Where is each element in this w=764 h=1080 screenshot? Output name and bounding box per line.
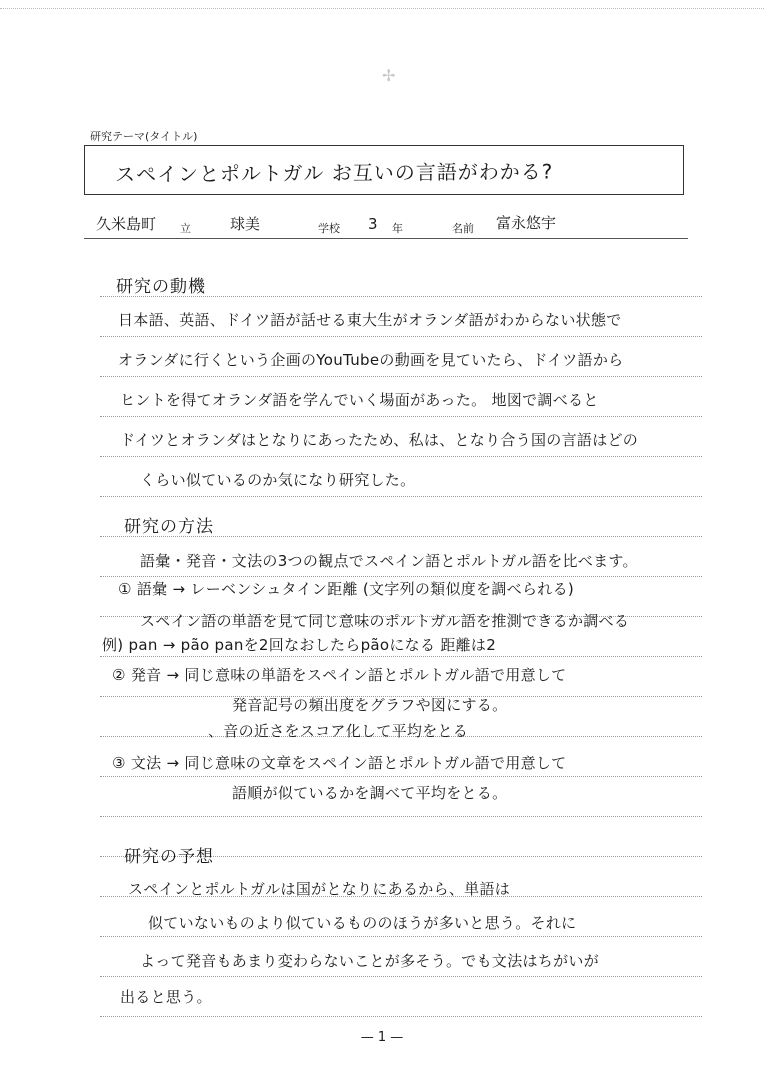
method-item-grammar: ③ 文法 → 同じ意味の文章をスペイン語とポルトガル語で用意して xyxy=(112,754,567,772)
prediction-line: 出ると思う。 xyxy=(120,988,212,1006)
method-item-grammar-detail: 語順が似ているかを調べて平均をとる。 xyxy=(232,784,508,802)
top-border-line xyxy=(0,8,764,9)
town-name: 久米島町 xyxy=(96,215,157,233)
motivation-line: ヒントを得てオランダ語を学んでいく場面があった。 地図で調べると xyxy=(120,391,599,409)
ruled-line xyxy=(100,1016,702,1017)
ruled-line xyxy=(100,376,702,377)
motivation-line: ドイツとオランダはとなりにあったため、私は、となり合う国の言語はどの xyxy=(120,431,639,449)
method-intro: 語彙・発音・文法の3つの観点でスペイン語とポルトガル語を比べます。 xyxy=(140,552,638,570)
ruled-line xyxy=(100,656,702,657)
prediction-heading: 研究の予想 xyxy=(124,847,214,867)
motivation-heading: 研究の動機 xyxy=(116,277,206,297)
method-item-pronunciation: ② 発音 → 同じ意味の単語をスペイン語とポルトガル語で用意して xyxy=(112,666,567,684)
page-number: — 1 — xyxy=(360,1030,404,1045)
ruled-line xyxy=(100,496,702,497)
name-label: 名前 xyxy=(452,222,474,235)
title-box xyxy=(84,145,684,195)
ruled-line xyxy=(100,816,702,817)
paper-mark: ✢ xyxy=(382,66,396,85)
town-label: 立 xyxy=(180,222,191,235)
grade-value: 3 xyxy=(368,215,378,233)
method-item-vocabulary-detail: スペイン語の単語を見て同じ意味のポルトガル語を推測できるか調べる xyxy=(140,612,630,630)
ruled-line xyxy=(100,776,702,777)
motivation-line: くらい似ているのか気になり研究した。 xyxy=(140,471,416,489)
prediction-line: よって発音もあまり変わらないことが多そう。でも文法はちがいが xyxy=(140,952,600,970)
method-item-pronunciation-detail: 、音の近さをスコア化して平均をとる xyxy=(208,722,469,740)
grade-label: 年 xyxy=(392,222,403,235)
method-example: 例) pan → pão panを2回なおしたらpãoになる 距離は2 xyxy=(102,636,497,654)
method-item-pronunciation-detail: 発音記号の頻出度をグラフや図にする。 xyxy=(232,696,508,714)
ruled-line xyxy=(100,456,702,457)
method-heading: 研究の方法 xyxy=(124,517,214,537)
prediction-line: 似ていないものより似ているもののほうが多いと思う。それに xyxy=(148,914,577,932)
ruled-line xyxy=(100,416,702,417)
ruled-line xyxy=(100,336,702,337)
ruled-line xyxy=(100,976,702,977)
motivation-line: 日本語、英語、ドイツ語が話せる東大生がオランダ語がわからない状態で xyxy=(118,311,622,329)
info-underline xyxy=(84,238,688,239)
prediction-line: スペインとポルトガルは国がとなりにあるから、単語は xyxy=(128,880,511,898)
ruled-line xyxy=(100,576,702,577)
school-label: 学校 xyxy=(318,222,340,235)
student-name: 富永悠宇 xyxy=(496,214,557,232)
ruled-line xyxy=(100,936,702,937)
school-name: 球美 xyxy=(230,215,261,233)
theme-label: 研究テーマ(タイトル) xyxy=(90,130,198,143)
method-item-vocabulary: ① 語彙 → レーベンシュタイン距離 (文字列の類似度を調べられる) xyxy=(118,580,575,598)
research-title: スペインとポルトガル お互いの言語がわかる? xyxy=(114,159,554,187)
motivation-line: オランダに行くという企画のYouTubeの動画を見ていたら、ドイツ語から xyxy=(118,351,624,369)
